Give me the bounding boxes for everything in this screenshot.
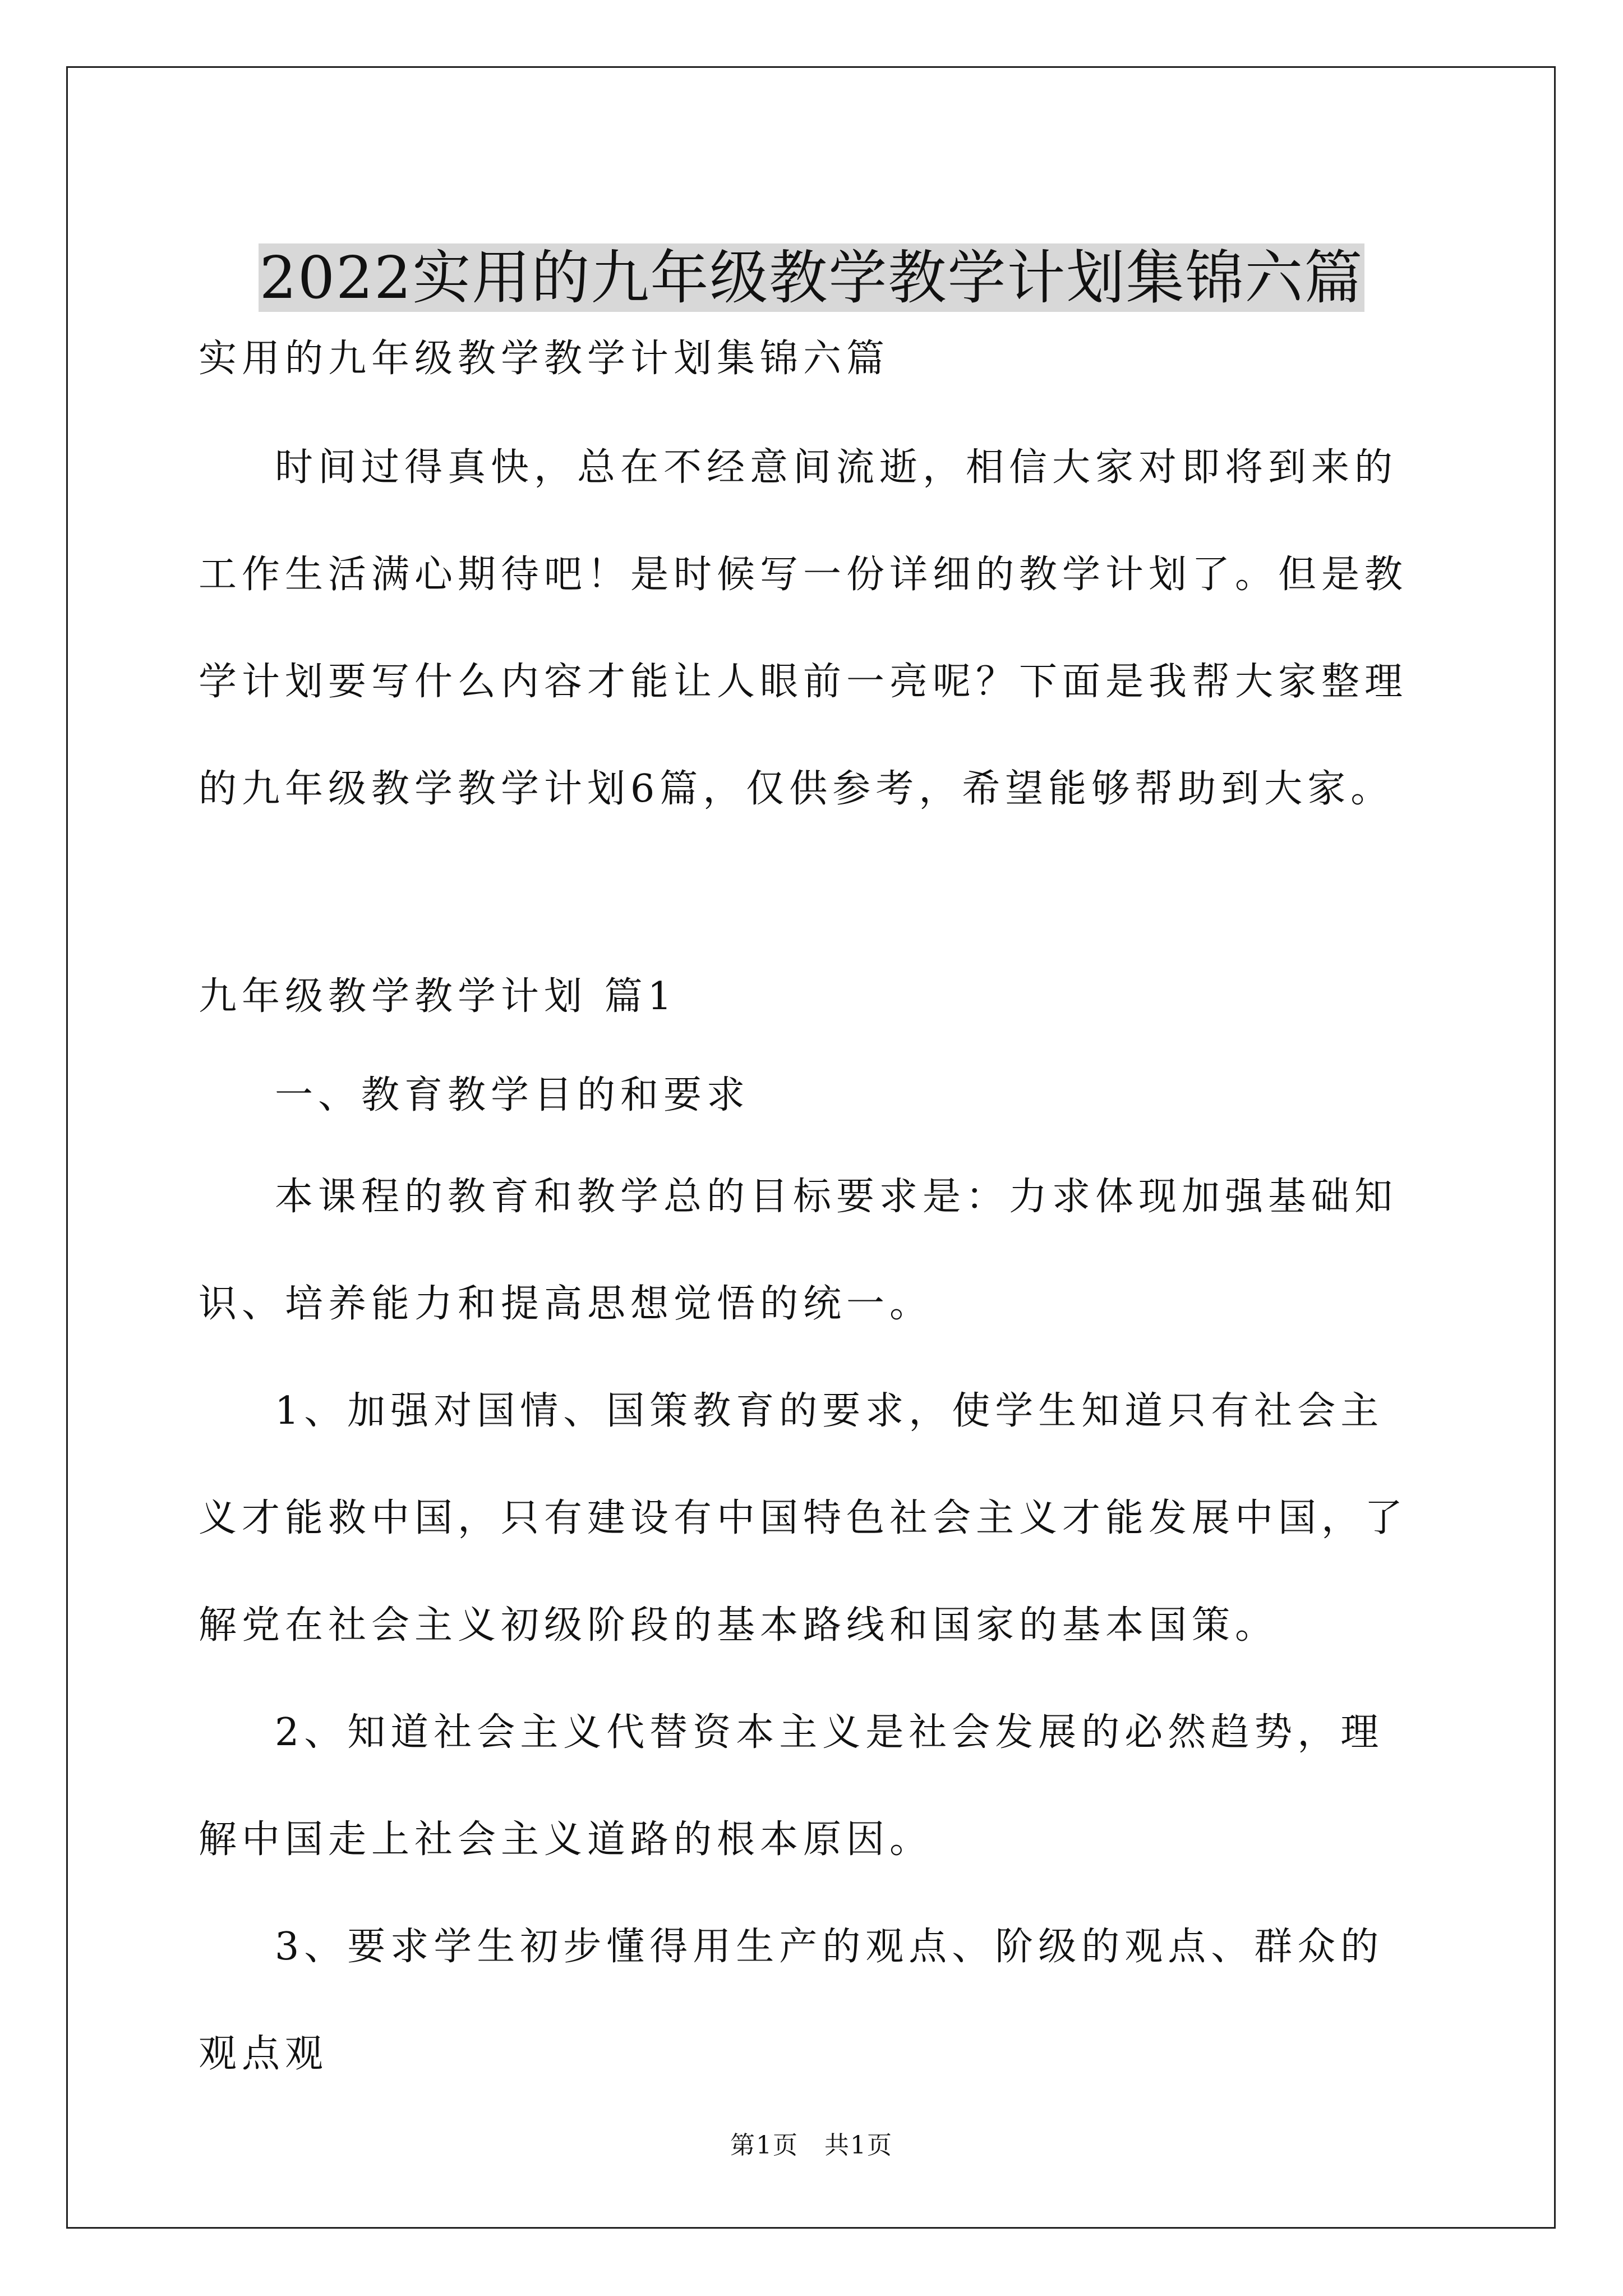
body-paragraph: 本课程的教育和教学总的目标要求是：力求体现加强基础知识、培养能力和提高思想觉悟的统一。 xyxy=(199,1175,1398,1326)
document-subtitle: 实用的九年级教学教学计划集锦六篇 xyxy=(199,337,890,381)
document-title-text: 2022实用的九年级教学教学计划集锦六篇 xyxy=(259,243,1364,312)
page-total: 共1页 xyxy=(824,2131,893,2160)
intro-paragraph: 时间过得真快，总在不经意间流逝，相信大家对即将到来的工作生活满心期待吧！是时候写一份详细的教学计划了。但是教学计划要写什么内容才能让人眼前一亮呢？下面是我帮大家整理的九年级教学教学计划6篇，仅供参考，希望能够帮助到大家。 xyxy=(199,445,1408,811)
body-paragraph: 1、加强对国情、国策教育的要求，使学生知道只有社会主义才能救中国，只有建设有中国特色社会主义才能发展中国，了解党在社会主义初级阶段的基本路线和国家的基本国策。 xyxy=(199,1389,1408,1648)
body-paragraph: 3、要求学生初步懂得用生产的观点、阶级的观点、群众的观点观 xyxy=(199,1925,1384,2076)
body-paragraph: 2、知道社会主义代替资本主义是社会发展的必然趋势，理解中国走上社会主义道路的根本原因。 xyxy=(199,1710,1384,1862)
section-heading: 九年级教学教学计划 篇1 xyxy=(199,974,677,1019)
sub-heading: 一、教育教学目的和要求 xyxy=(275,1073,750,1117)
page-footer xyxy=(0,2129,1623,2162)
page-number: 第1页 xyxy=(730,2131,799,2160)
document-body xyxy=(199,303,1427,2108)
